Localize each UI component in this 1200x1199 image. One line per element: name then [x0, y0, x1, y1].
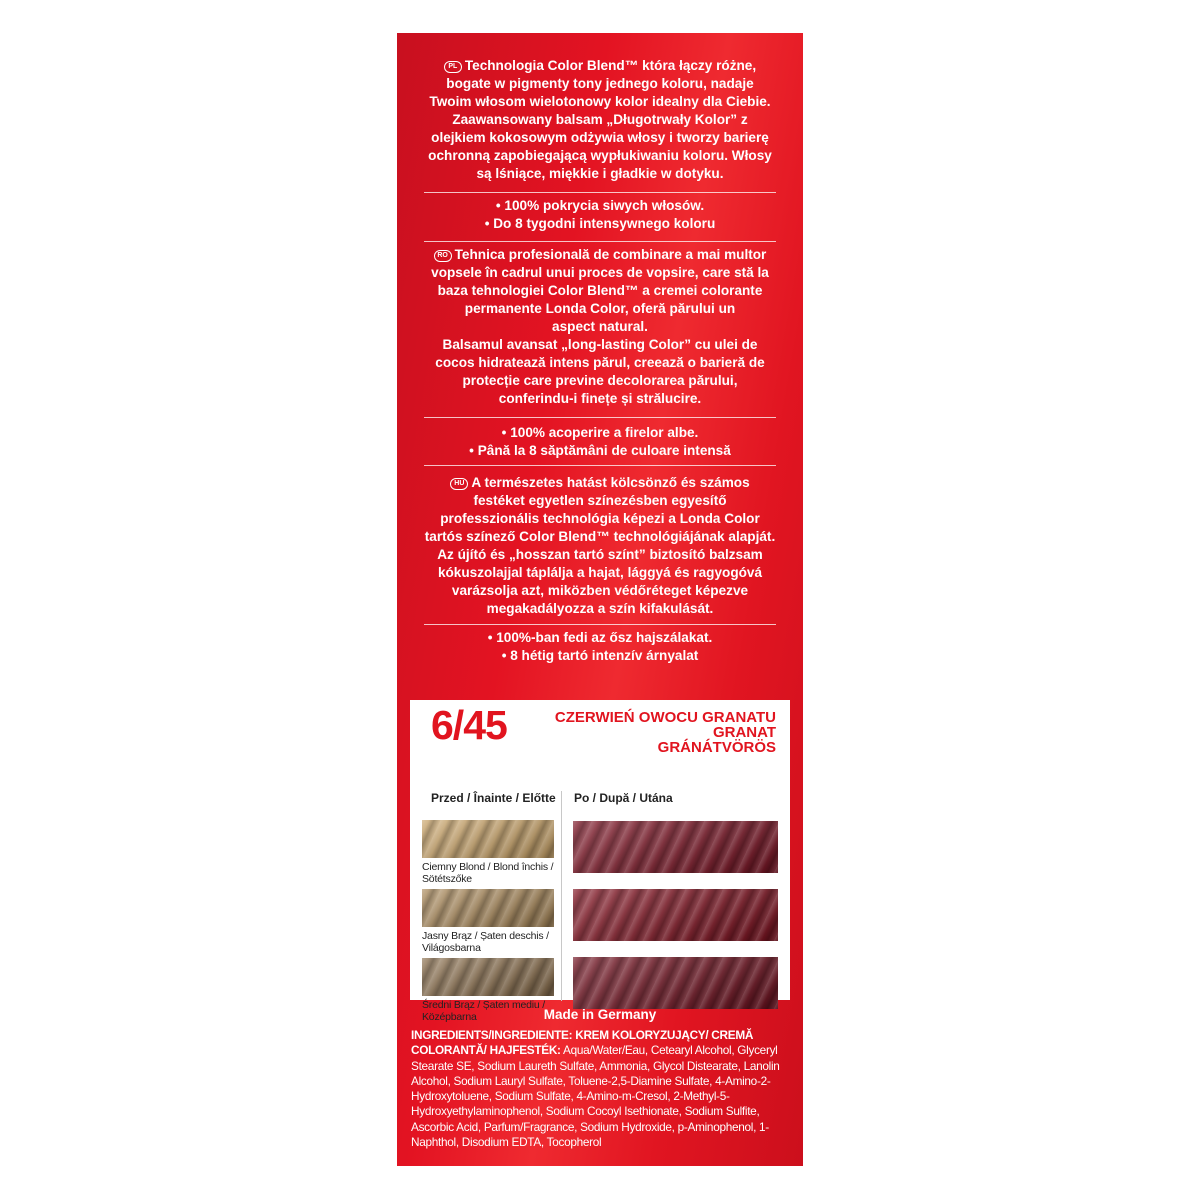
hu-text: A természetes hatást kölcsönző és számos festéket egyetlen színezésben egyesítő professzionális technológia képezi a Londa Color tartós színező Color Blend™ technológiájának alapját. Az újító és „hosszan tartó színt” biztosító balzsam kókuszolajjal táplálja a hajat, lággyá és ragyogóvá varázsolja azt, miközben védőréteget képezve megakadályozza a szín kifakulását. [424, 475, 776, 616]
ro-description [421, 246, 779, 408]
divider [424, 241, 776, 242]
hair-swatch-before [422, 958, 554, 996]
pl-bullets: • 100% pokrycia siwych włosów. • Do 8 tygodni intensywnego koloru [484, 198, 716, 231]
swatch-caption: Średni Brąz / Șaten mediu / Középbarna [422, 999, 545, 1023]
ro-badge: RO [434, 250, 452, 262]
divider [424, 465, 776, 466]
ro-bullets: • 100% acoperire a firelor albe. • Până la 8 săptămâni de culoare intensă [469, 425, 731, 458]
pl-badge: PL [444, 61, 462, 73]
hair-swatch-before [422, 889, 554, 927]
before-swatch-row [422, 820, 560, 885]
divider [424, 417, 776, 418]
swatch-caption: Jasny Brąz / Șaten deschis / Világosbarna [422, 930, 549, 954]
after-label: Po / După / Utána [574, 791, 673, 805]
hair-swatch-after [573, 889, 778, 941]
shade-number: 6/45 [431, 702, 507, 748]
hu-bullets: • 100%-ban fedi az ősz hajszálakat. • 8 hétig tartó intenzív árnyalat [487, 630, 713, 663]
ingredients-heading: INGREDIENTS/INGREDIENTE: KREM KOLORYZUJĄCY/ CREMĂ COLORANTĂ/ HAJFESTÉK: [411, 1028, 754, 1058]
made-in-label: Made in Germany [543, 1007, 657, 1022]
pl-description [421, 57, 779, 183]
description-block [397, 33, 803, 693]
hu-badge: HU [450, 478, 468, 490]
ingredients-list: Aqua/Water/Eau, Cetearyl Alcohol, Glyceryl Stearate SE, Sodium Laureth Sulfate, Ammonia, Glycol Distearate, Lanolin Alcohol, Sodium Lauryl Sulfate, Toluene-2,5-Diamine Sulfate, 4-Amino-2-Hydroxytoluene, Sodium Sulfate, 4-Amino-m-Cresol, 2-Methyl-5-Hydroxyethylaminophenol, Sodium Cocoyl Isethionate, Sodium Sulfite, Ascorbic Acid, Parfum/Fragrance, Sodium Hydroxide, p-Aminophenol, 1-Naphthol, Disodium EDTA, Tocopherol [411, 1043, 780, 1150]
hair-swatch-after [573, 821, 778, 873]
divider [424, 624, 776, 625]
shade-name-hu: GRÁNÁTVÖRÖS [657, 739, 776, 756]
swatch-caption: Ciemny Blond / Blond închis / Sötétszőke [422, 861, 554, 885]
pl-text: Technologia Color Blend™ która łączy różne, bogate w pigmenty tony jednego koloru, nadaje Twoim włosom wielotonowy kolor idealny dla Ciebie. Zaawansowany balsam „Długotrwały Kolor” z olejkiem kokosowym odżywia włosy i tworzy barierę ochronną zapobiegającą wypłukiwaniu koloru. Włosy są lśniące, miękkie i gładkie w dotyku. [428, 58, 772, 181]
divider [561, 791, 562, 1001]
shade-name [555, 710, 776, 755]
shade-name-pl: CZERWIEŃ OWOCU GRANATU [554, 709, 776, 726]
ro-text: Tehnica profesională de combinare a mai multor vopsele în cadrul unui proces de vopsire, care stă la baza tehnologiei Color Blend™ a cremei colorante permanente Londa Color, oferă părului un aspect natural. Balsamul avansat „long-lasting Color” cu ulei de cocos hidratează intens părul, creează o barieră de protecție care previne decolorarea părului, conferindu-i finețe și strălucire. [431, 247, 769, 406]
shade-name-ro: GRANAT [712, 724, 776, 741]
hair-swatch-after [573, 957, 778, 1009]
before-label: Przed / Înainte / Előtte [431, 791, 556, 805]
hu-description [421, 474, 779, 618]
before-swatch-row [422, 889, 560, 954]
product-panel [397, 33, 803, 1166]
ingredients-text [411, 1028, 791, 1150]
divider [424, 192, 776, 193]
hair-swatch-before [422, 820, 554, 858]
